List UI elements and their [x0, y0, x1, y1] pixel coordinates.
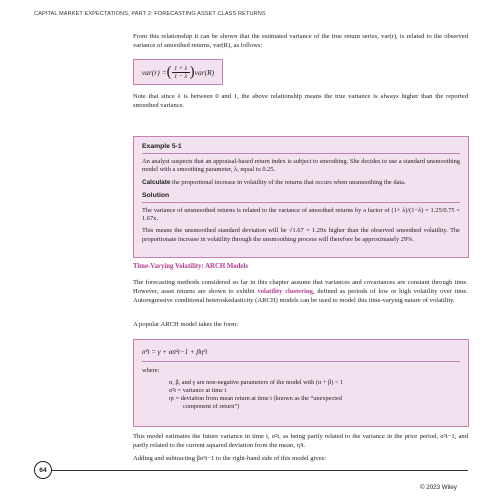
arch-intro: The forecasting methods considered so far in this chapter assume that variances and covariances are constant through time. However, asset returns are shown to exhibit volatility clustering, defined as periods of low or high volatility over time. Autoregressive conditional heteroskedasticity (ARCH) models can be used to model this time-varying nature of volatility.: [133, 279, 468, 304]
example-calculate: Calculate the proportional increase in volatility of the returns that occurs when unsmoothing the data.: [142, 178, 406, 186]
variance-equation: var(r) = ( $\frac{1 + \lambda}{1 - \lambda}$ ) var(R): [133, 59, 223, 85]
closing-paragraph-2: Adding and subtracting βσ²t−1 to the right-hand side of this model gives:: [133, 455, 326, 462]
example-problem: An analyst suspects that an appraisal-based return index is subject to smoothing. She decides to use a standard unsmoothing model with a smoothing parameter, λ, equal to 0.25.: [142, 158, 460, 174]
arch-model-box: [133, 339, 469, 427]
example-box: [133, 136, 469, 258]
intro-paragraph: From this relationship it can be shown that the estimated variance of the true return series, var(r), is related to the observed variance of smoothed returns, var(R), as follows:: [133, 33, 468, 49]
solution-text-1: The variance of unsmoothed returns is related to the variance of smoothed returns by a factor of (1+ λ)/(1−λ) = 1.25/0.75 = 1.67x.: [142, 206, 460, 223]
arch-popular-text: A popular ARCH model takes the form:: [133, 321, 239, 328]
section-heading: Time-Varying Volatility: ARCH Models: [133, 263, 248, 270]
example-title: Example 5-1: [142, 143, 460, 154]
variance-note: Note that since λ is between 0 and 1, the above relationship means the true variance is always higher than the reported smoothed variance.: [133, 93, 468, 109]
where-label: where:: [142, 367, 160, 374]
page-number: 64: [34, 461, 52, 479]
copyright: © 2023 Wiley: [420, 484, 457, 491]
arch-definitions: α, β, and γ are non-negative parameters of the model with (α + β) < 1 σ²t = variance at time t ηt = deviation from mean return at time t (known as the “unexpected component of return”): [169, 379, 344, 410]
solution-text-2: This means the unsmoothed standard deviation will be √1.67 = 1.29x higher than the observed smoothed volatility. The proportionate increase in volatility through the unsmoothing process will therefore be approximately 29%.: [142, 227, 460, 243]
solution-title: Solution: [142, 192, 460, 203]
arch-equation: σ²t = γ + ασ²t−1 + βη²t: [142, 348, 460, 362]
footer-rule: [52, 470, 468, 471]
running-head: CAPITAL MARKET EXPECTATIONS, PART 2: FORECASTING ASSET CLASS RETURNS: [34, 11, 266, 17]
equation-fraction: $\frac{1 + \lambda}{1 - \lambda}$: [172, 65, 190, 80]
closing-paragraph-1: This model estimates the future variance in time t, σ²t, as being partly related to the variance in the prior period, σ²t−1, and partly related to the current squared deviation from the mean, η²t.: [133, 433, 468, 449]
volatility-clustering-link[interactable]: volatility clustering: [257, 287, 313, 295]
